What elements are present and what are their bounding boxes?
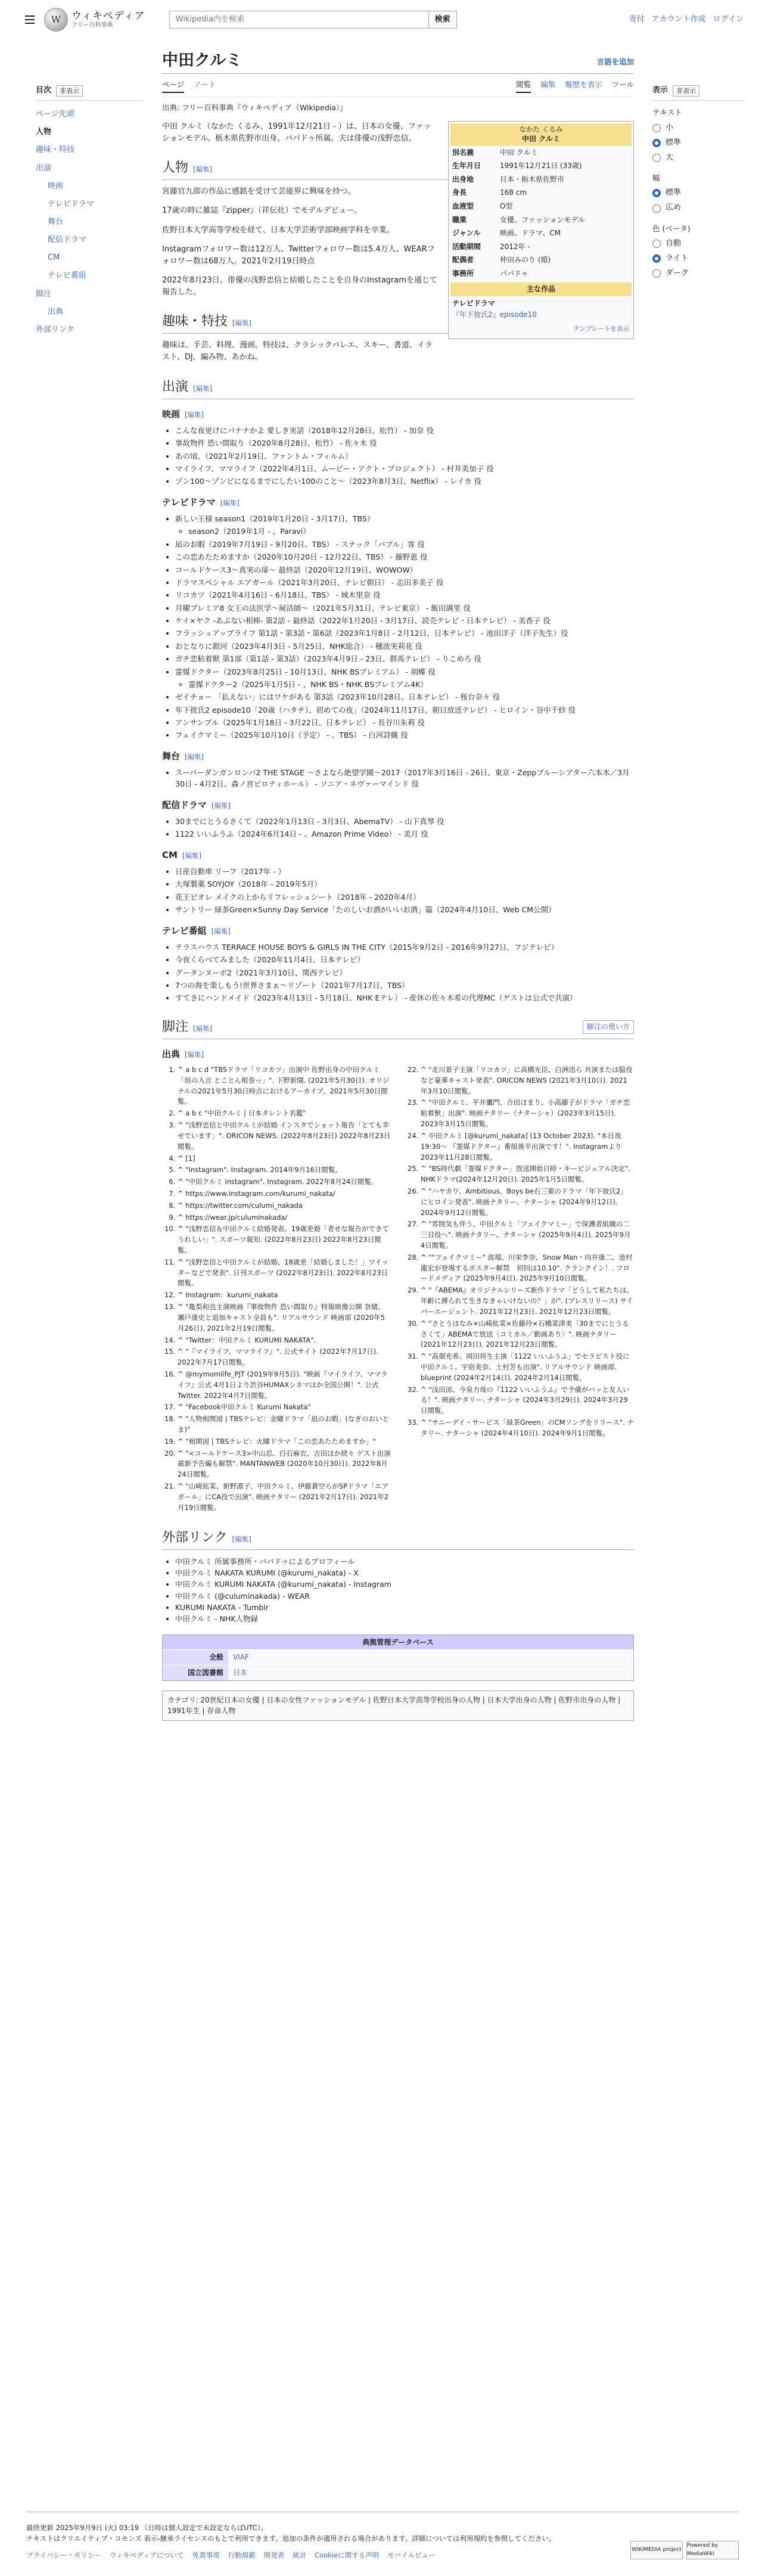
- authority-title: 典拠管理データベース: [163, 1635, 633, 1650]
- wikimedia-badge[interactable]: WIKIMEDIA project: [630, 2541, 683, 2559]
- reference-item[interactable]: 32. ^ "浅田涼、今泉力哉の『1122 いいふうふ』で予備がバッと友人いる！". 映画ナタリー. ナターシャ (2024年3月29日). 2024年3月29日閲覧。: [421, 1385, 634, 1416]
- reference-item[interactable]: 16. ^ @mymomlife_PJT (2019年9月5日). "映画『マイライフ、ママライフ』公式 4月1日より渋谷HUMAXシネマほか全国公開！". 公式Twitter. 2022年4月7日閲覧。: [178, 1369, 391, 1401]
- infobox-key: 生年月日: [452, 161, 481, 170]
- drama-item[interactable]: • ガチ恋粘着獣 第1部（第1話 - 第3話）（2023年4月9日 - 23日、群馬テレビ） - りこめろ 役: [175, 653, 634, 664]
- drama-item[interactable]: • フラッシュアップライフ 第1話・第3話・第6話（2023年1月8日 - 2月12日、日本テレビ） - 池田洋子（洋子先生）役: [175, 627, 634, 639]
- section-external: 外部リンク [編集]: [162, 1528, 634, 1550]
- toc-item[interactable]: 配信ドラマ: [48, 235, 87, 245]
- reference-item[interactable]: 12. ^ Instagram：kurumi_nakata: [178, 1290, 391, 1301]
- search-button[interactable]: 検索: [429, 11, 457, 29]
- edit-link[interactable]: 編集: [195, 384, 210, 393]
- toc-item[interactable]: 趣味・特技: [36, 145, 75, 155]
- main-menu-icon[interactable]: [21, 11, 38, 28]
- radio-width-wide[interactable]: 広め: [652, 202, 745, 214]
- reference-item[interactable]: 18. ^ "人物相関図 | TBSテレビ：金曜ドラマ「凪のお暇」(なぎのおいとま)": [178, 1414, 391, 1435]
- edit-link[interactable]: 編集: [195, 1024, 210, 1033]
- tv-item[interactable]: • すてきにハンドメイド（2023年4月13日 - 5月18日、NHK Eテレ） - 産休の佐々木希の代理MC（ゲストは公式で共演）: [175, 992, 634, 1003]
- search-form: [169, 11, 457, 29]
- reference-item[interactable]: 9. ^ https://wear.jp/culuminakada/: [178, 1213, 391, 1223]
- infobox-row: [450, 200, 632, 213]
- external-link[interactable]: • 中田クルミ KURUMI NAKATA (@kurumi_nakata) - Instagram: [175, 1578, 634, 1590]
- infobox-row: [450, 173, 632, 187]
- toc-item[interactable]: 出演: [36, 163, 52, 173]
- color-label: 色 (ベータ): [652, 223, 691, 233]
- ref-usage-link[interactable]: 脚注の使い方: [583, 1020, 634, 1034]
- appearance-title: 表示: [652, 86, 668, 95]
- infobox-value: 仲田みのり (婚): [500, 256, 551, 265]
- infobox-key: 出身地: [452, 175, 474, 184]
- heading-cm: CM [編集]: [162, 849, 201, 860]
- tab-page[interactable]: ページ: [162, 79, 184, 93]
- reference-item[interactable]: 30. ^ "さとうほなみ×山崎紘菜×佐藤玲×石橋菜津美「30までにとうるさくて」ABEMAで放送〈コミカル／動画あり〉". 映画ナタリー (2021年12月23日). 2021年12月23日閲覧。: [421, 1319, 634, 1350]
- template-link[interactable]: テンプレートを表示: [573, 325, 629, 333]
- external-link[interactable]: • 中田クルミ NAKATA KURUMI (@kurumi_nakata) - X: [175, 1567, 634, 1578]
- radio-dark[interactable]: ダーク: [652, 268, 745, 279]
- person-paragraph: 佐野日本大学高等学校を経て、日本大学芸術学部映画学科を卒業。: [162, 225, 394, 235]
- drama-item[interactable]: • 新しい王様 season1（2019年1月20日 - 3月17日、TBS）: [175, 513, 634, 524]
- tv-item[interactable]: • 今夜くらべてみました（2020年11月4日、日本テレビ）: [175, 954, 634, 965]
- toc-title: 目次: [36, 86, 52, 95]
- drama-item[interactable]: • リコカツ（2021年4月16日 - 6月18日、TBS） - 城木里奈 役: [175, 589, 634, 601]
- login-link[interactable]: ログイン: [713, 14, 744, 24]
- radio-large[interactable]: 大: [652, 152, 745, 164]
- reference-item[interactable]: 10. ^ "浅野忠信＆中田クルミ結婚発表、19歳差婚「者せな報告ができてうれしい」". スポーツ報知. (2022年8月23日) 2022年8月23日閲覧。: [178, 1224, 391, 1256]
- footer-link[interactable]: 免責事項: [192, 2550, 220, 2559]
- text-size-label: テキスト: [652, 108, 682, 117]
- tab-edit[interactable]: 編集: [540, 80, 556, 89]
- infobox-value: 映画、ドラマ、CM: [500, 229, 561, 238]
- heading-tv: テレビ番組 [編集]: [162, 925, 231, 936]
- external-link[interactable]: • 中田クルミ 所属事務所・パパドゥによるプロフィール: [175, 1556, 634, 1567]
- search-input[interactable]: Wikipedia内を検索: [169, 11, 429, 29]
- section-notes: 脚注 [編集] 脚注の使い方: [162, 1017, 634, 1039]
- infobox-row: [450, 186, 632, 200]
- page-title: 中田クルミ: [162, 51, 242, 70]
- edit-link[interactable]: 編集: [195, 165, 210, 174]
- edit-link[interactable]: 編集: [187, 752, 201, 761]
- reference-item[interactable]: 15. ^ "『マイライフ、ママライフ』". 公式サイト (2022年7月17日). 2022年7月17日閲覧。: [178, 1347, 391, 1368]
- reference-item[interactable]: 19. ^ "相関図 | TBSテレビ：火曜ドラマ「この恋あたためますか」": [178, 1437, 391, 1447]
- tv-item[interactable]: • テラスハウス TERRACE HOUSE BOYS & GIRLS IN THE CITY（2015年9月2日 - 2016年9月27日、フジテレビ）: [175, 941, 634, 953]
- toc-hide-button[interactable]: 非表示: [56, 85, 83, 97]
- toc-item[interactable]: テレビドラマ: [48, 199, 94, 209]
- drama-item[interactable]: • アンサンブル（2025年1月18日 - 3月22日、日本テレビ） - 長谷川朱莉 役: [175, 717, 634, 728]
- drama-item[interactable]: • ゼイチョー 「払えない」にはワケがある 第3話（2023年10月28日、日本テレビ） - 桜台奈々 役: [175, 691, 634, 703]
- cm-item[interactable]: • 大塚製薬 SOYJOY（2018年 - 2019年5月）: [175, 878, 634, 890]
- drama-item[interactable]: • 月曜プレミア8 女王の法医学〜屍活師〜（2021年5月31日、テレビ東京） - 飯田满里 役: [175, 602, 634, 614]
- tab-tools[interactable]: ツール: [611, 80, 634, 89]
- edit-link[interactable]: 編集: [235, 319, 249, 328]
- radio-light[interactable]: ライト: [652, 253, 745, 265]
- reference-item[interactable]: 24. ^ 中田クルミ [@kurumi_nakata] (13 October 2023). "本日夜 19:30〜 『霊媒ドクター』番組後半出演です！". Instagramより2023年11月28日閲覧。: [421, 1131, 634, 1163]
- footer: [26, 2512, 739, 2561]
- cm-item[interactable]: • 日産自動車 リーフ（2017年 - ）: [175, 866, 634, 877]
- radio-standard[interactable]: 標準: [652, 137, 745, 149]
- edit-link[interactable]: 編集: [187, 410, 201, 419]
- reference-item[interactable]: 1. ^ a b c d "TBSドラマ「リコカツ」出演中 佐野出身の中田クルミ「垣の入言 とことん根巻っ」". 下野新聞. (2021年5月30日). オリジナルの2021年5月30日時点におけるアーカイブ。2021年5月30日閲覧。: [178, 1065, 391, 1107]
- last-modified: 最終更新 2025年9月9日 (火) 03:19 （日時は個人設定で未設定ならばUTC）。: [26, 2524, 268, 2532]
- external-link[interactable]: • KURUMI NAKATA - Tumblr: [175, 1602, 634, 1613]
- drama-item[interactable]: • ケイ×ヤク -あぶない相棒- 第2話 - 最終話（2022年1月20日 - 3月17日、読売テレビ・日本テレビ） - 美香子 役: [175, 615, 634, 626]
- globe-icon: W: [44, 8, 68, 32]
- infobox-key: 職業: [452, 215, 467, 224]
- stage-item[interactable]: • スーパーダンガンロンパ2 THE STAGE 〜さよなら絶望学園〜2017（2017年3月16日 - 26日、東京・Zeppブルーシアター六本木／3月30日 - 4月2日、森ノ宮ピロティホール） - ソニア・ネヴァーマインド 役: [175, 767, 634, 790]
- lead-paragraph: 中田 クルミ（なかた くるみ、1991年12月21日 - ）は、日本の女優、ファッションモデル。栃木県佐野市出身。パパドゥ所属。夫は俳優の浅野忠信。: [162, 122, 431, 143]
- toc-item[interactable]: 舞台: [48, 217, 64, 226]
- footer-link[interactable]: 開発者: [263, 2550, 285, 2559]
- section-appearances: 出演 [編集]: [162, 377, 634, 399]
- authority-key: 全般: [163, 1650, 228, 1665]
- person-paragraph: 宮藤官九郎の作品に感銘を受けて芸能界に興味を持つ。: [162, 187, 356, 197]
- logo-title: ウィキペディア: [71, 10, 145, 22]
- donate-link[interactable]: 寄付: [629, 14, 645, 24]
- infobox-section: 主な作品: [450, 282, 632, 296]
- tab-talk[interactable]: ノート: [194, 80, 216, 89]
- reference-item[interactable]: 29. ^ "『ABEMA』オリジナルシリーズ新作ドラマ「どうして私たちは、年齢に縛られて生きなきゃいけないの？」が". (プレスリリース) サイバーエージェント. 2021年12月23日. 2021年12月23日閲覧。: [421, 1285, 634, 1317]
- toc-item[interactable]: 外部リンク: [36, 325, 74, 334]
- reference-item[interactable]: 14. ^ "Twitter：中田クルミ KURUMI NAKATA".: [178, 1335, 391, 1346]
- infobox-value: O型: [500, 201, 513, 210]
- tab-history[interactable]: 履歴を表示: [565, 80, 602, 89]
- infobox-key: 別名義: [452, 148, 474, 157]
- edit-link[interactable]: 編集: [214, 801, 228, 810]
- infobox-value: 女優、ファッションモデル: [500, 215, 585, 224]
- film-item[interactable]: • 事故物件 恐い間取り（2020年8月28日、松竹） - 佐々木 役: [175, 437, 634, 449]
- film-item[interactable]: • あの頃。（2021年2月19日、ファントム・フィルム）: [175, 450, 634, 462]
- infobox-row: [450, 213, 632, 227]
- reference-item[interactable]: 23. ^ "中田クルミ、平井鷹門、合田ほまり、小高藤子がドラマ「ガチ恋粘着獣」出演". 映画ナタリー（ナターシャ）(2023年3月15日). 2023年3月15日閲覧。: [421, 1098, 634, 1129]
- section-person: 人物 [編集]: [162, 158, 634, 180]
- film-item[interactable]: • ゾン100〜ゾンビになるまでにしたい100のこと〜（2023年8月3日、Netflix） - レイカ 役: [175, 476, 634, 487]
- drama-item[interactable]: ◦ season2（2019年1月 - 、Paravi）: [188, 526, 634, 537]
- reference-item[interactable]: 25. ^ "BS時代劇「霊媒ドクター」放送開始日時・キービジュアル決定". NHKドラマ(2024年12月20日). 2025年1月5日閲覧。: [421, 1164, 634, 1185]
- infobox-kana: なかた くるみ: [519, 125, 563, 133]
- add-language-button[interactable]: 言語を追加: [596, 57, 634, 66]
- infobox-row: [450, 226, 632, 240]
- drama-item[interactable]: • フェイクマミー（2025年10月10日（予定） - 、TBS） - 白河詩織 役: [175, 729, 634, 741]
- infobox-key: 配偶者: [452, 256, 474, 265]
- authority-control: [162, 1635, 634, 1681]
- infobox-value: 1991年12月21日 (33歳): [500, 161, 582, 170]
- infobox: [448, 121, 634, 339]
- edit-link[interactable]: 編集: [214, 927, 228, 936]
- person-paragraph: 2022年8月23日、俳優の浅野忠信と結婚したことを自身のInstagramを通じて報告した。: [162, 275, 438, 297]
- authority-key: 国立図書館: [163, 1665, 228, 1680]
- toc-item[interactable]: 出典: [48, 307, 64, 316]
- reference-item[interactable]: 33. ^ "サニーデイ・サービス「緑茶Green」のCMソングをリリース". ナタリー. ナターシャ (2024年4月10日). 2024年9月1日閲覧。: [421, 1418, 634, 1439]
- reference-item[interactable]: 11. ^ "浅野忠信と中田クルミが結婚、18歳差「結婚しました！」ツイッターなどで発表". 日刊スポーツ (2022年8月23日). 2022年8月23日閲覧。: [178, 1257, 391, 1289]
- categories[interactable]: カテゴリ: 20世紀日本の女優 | 日本の女性ファッションモデル | 佐野日本大学高等学校出身の人物 | 日本大学出身の人物 | 佐野市出身の人物 | 1991年生 | 存命人物: [162, 1691, 634, 1721]
- appearance-panel: [652, 85, 745, 288]
- width-label: 幅: [652, 173, 660, 182]
- drama-item[interactable]: • ドラマスペシャル エアガール（2021年3月20日、テレビ朝日） - 志田多美子 役: [175, 577, 634, 588]
- reference-item[interactable]: 26. ^ "ハヤカワ、Ambitious、Boys be右三案のドラマ「年下彼氏2」にヒロイン発表". 映画ナタリー、ナターシャ (2024年9月12日). 2024年9月12日閲覧。: [421, 1186, 634, 1218]
- edit-link[interactable]: 編集: [223, 498, 237, 507]
- authority-link[interactable]: VIAF: [233, 1653, 249, 1662]
- infobox-row: [450, 240, 632, 254]
- reference-item[interactable]: 3. ^ "浅野忠信と中田クルミが結婚 インスタでショット報告「とても幸せでいます」". ORICON NEWS. (2022年8月23日) 2022年8月23日閲覧。: [178, 1120, 391, 1152]
- reference-item[interactable]: 22. ^ "北川景子主演「リコカツ」に高橋光臣、白洲迅ら 共演または脇役など豪華キャスト発表". ORICON NEWS (2021年3月10日). 2021年3月10日閲覧。: [421, 1065, 634, 1096]
- person-paragraph: Instagramフォロワー数は12万人、Twitterフォロワー数は5.4万人、WEARフォロワー数は68万人。2021年2月19日時点: [162, 244, 435, 266]
- heading-stage: 舞台 [編集]: [162, 750, 204, 762]
- stream-item[interactable]: • 30までにとうるさくて（2022年1月13日 - 3月3日、AbemaTV） - 山下真琴 役: [175, 816, 634, 827]
- authority-link[interactable]: 日本: [233, 1668, 248, 1677]
- footer-link[interactable]: モバイルビュー: [387, 2550, 436, 2559]
- infobox-row: [450, 267, 632, 281]
- infobox-work[interactable]: 『年下彼氏2』episode10: [452, 310, 537, 319]
- infobox-key: 事務所: [452, 269, 474, 278]
- radio-small[interactable]: 小: [652, 122, 745, 134]
- infobox-value: 2012年 -: [500, 242, 530, 251]
- appearance-hide-button[interactable]: 非表示: [673, 85, 699, 97]
- reference-item[interactable]: 20. ^ "<コールドケース3>中山忍、白石麻衣、吉田ほか続々 ゲスト出演 最新予告編も解禁". MANTANWEB (2020年10月30日). 2022年8月24日閲覧。: [178, 1449, 391, 1480]
- tv-item[interactable]: • 7つの海を楽しもう!世界さまぁ〜リゾート（2021年7月17日、TBS）: [175, 980, 634, 991]
- reference-item[interactable]: 2. ^ a b c "中田クルミ | 日本タレント名鑑": [178, 1108, 391, 1119]
- toc-item[interactable]: CM: [48, 253, 60, 263]
- infobox-key: 身長: [452, 188, 467, 197]
- drama-item[interactable]: • コールドケース3〜真実の扉〜 最終話（2020年12月19日、WOWOW）: [175, 564, 634, 576]
- reference-item[interactable]: 17. ^ "Facebook中田クルミ Kurumi Nakata": [178, 1402, 391, 1413]
- footer-link[interactable]: Cookieに関する声明: [315, 2550, 380, 2559]
- infobox-row: [450, 159, 632, 173]
- drama-item[interactable]: • 年下彼氏2 episode10「20歳（ハタチ）、初めての夜」（2024年11月17日、朝日放送テレビ） - ヒロイン・谷中千紗 役: [175, 704, 634, 716]
- wikipedia-logo[interactable]: [44, 8, 145, 32]
- mediawiki-badge[interactable]: Powered by MediaWiki: [686, 2541, 739, 2559]
- reference-item[interactable]: 28. ^ ""フェイクマミー" 波瑠、川栄李奈、Snow Man・向井康二、池村龍宏が登場するポスター解禁 初回は10.10". クランクイン！. フロードメディア (2025年9月4日). 2025年9月10日閲覧。: [421, 1253, 634, 1284]
- drama-item[interactable]: ◦ 霊媒ドクター2（2025年1月5日 - 、NHK BS・NHK BSプレミアム4K）: [188, 679, 634, 690]
- toc-item[interactable]: ページ先頭: [36, 110, 74, 119]
- infobox-name: 中田 クルミ: [522, 135, 560, 144]
- drama-item[interactable]: • この恋あたためますか（2020年10月20日 - 12月22日、TBS） - 藤野恵 役: [175, 551, 634, 563]
- external-link[interactable]: • 中田クルミ - NHK人物録: [175, 1613, 634, 1624]
- reference-item[interactable]: 7. ^ https://www.instagram.com/kurumi_nakata/: [178, 1189, 391, 1200]
- reference-item[interactable]: 8. ^ https://twitter.com/culumi_nakada: [178, 1201, 391, 1211]
- infobox-value: パパドゥ: [500, 269, 528, 278]
- edit-link[interactable]: 編集: [235, 1534, 249, 1543]
- reference-item[interactable]: 4. ^ [1]: [178, 1154, 391, 1164]
- section-hobby: 趣味・特技 [編集]: [162, 312, 634, 334]
- stream-item[interactable]: • 1122 いいふうふ（2024年6月14日 - 、Amazon Prime Video） - 美月 役: [175, 828, 634, 840]
- infobox-row: [450, 146, 632, 160]
- drama-item[interactable]: • おとなりに銀河（2023年4月3日 - 5月25日、NHK総合） - 穗波実莉花 役: [175, 641, 634, 652]
- references: [162, 1065, 634, 1515]
- source-line: 出典: フリー百科事典『ウィキペディア（Wikipedia）』: [162, 103, 347, 113]
- footer-link[interactable]: 行動規範: [228, 2550, 256, 2559]
- heading-stream: 配信ドラマ [編集]: [162, 799, 231, 810]
- infobox-key: 血液型: [452, 201, 474, 210]
- reference-item[interactable]: 21. ^ "山崎紘菜、新野凛子、中田クルミ、伊藤蒼空らがSPドラマ「エアガール」にCA役で出演". 映画ナタリー (2021年2月17日). 2021年2月19日閲覧。: [178, 1481, 391, 1513]
- logo-subtitle: フリー百科事典: [71, 22, 113, 29]
- hobby-text: 趣味は、手芸、料理、漫画。特技は、クラシックバレエ、スキー、書道、イラスト、DJ、編み物、あかね。: [162, 341, 433, 362]
- toc-item[interactable]: 脚注: [36, 289, 52, 299]
- infobox-value: 168 cm: [500, 188, 527, 197]
- infobox-key: ジャンル: [452, 229, 481, 238]
- heading-sources: 出典 [編集]: [162, 1048, 204, 1059]
- reference-item[interactable]: 31. ^ "高畑充希、岡田将生主演「1122 いいふうふ」でセラピスト役に 中田クルミ、宇宿美奈、土村芳も出演". リアルサウンド 映画部. blueprint (2024年2月14日). 2024年2月14日閲覧。: [421, 1351, 634, 1383]
- film-item[interactable]: • マイライフ、ママライフ（2022年4月1日、ムービー・アクト・プロジェクト） - 村井美加子 役: [175, 463, 634, 474]
- toc-item[interactable]: 映画: [48, 181, 64, 191]
- toc-item[interactable]: 人物: [36, 128, 52, 137]
- infobox-value: 日本・栃木県佐野市: [500, 175, 565, 184]
- site-header: [21, 0, 744, 39]
- toc-item[interactable]: テレビ番組: [48, 271, 86, 281]
- film-item[interactable]: • こんな夜更けにバナナかよ 愛しき実話（2018年12月28日、松竹） - 加奈 役: [175, 425, 634, 436]
- footer-link[interactable]: ウィキペディアについて: [109, 2550, 184, 2559]
- heading-film: 映画 [編集]: [162, 408, 204, 420]
- license-text: テキストはクリエイティブ・コモンズ 表示-継承ライセンスのもとで利用できます。追加の条件が適用される場合があります。詳細については利用規約を参照してください。: [26, 2534, 556, 2543]
- footer-link[interactable]: 統計: [293, 2550, 307, 2559]
- infobox-row: [450, 253, 632, 267]
- heading-drama: テレビドラマ [編集]: [162, 496, 240, 508]
- drama-item[interactable]: • 凪のお暇（2019年7月19日 - 9月20日、TBS） - スナック「バブル」客 役: [175, 539, 634, 550]
- tab-read[interactable]: 閲覧: [516, 79, 531, 93]
- user-links: [629, 14, 744, 26]
- drama-item[interactable]: • 霊媒ドクター（2023年8月25日 - 10月13日、NHK BSプレミアム） - 胡蝶 役: [175, 666, 634, 678]
- reference-item[interactable]: 5. ^ "Instagram". Instagram. 2014年9月16日閲覧。: [178, 1165, 391, 1176]
- main-content: [162, 50, 634, 1721]
- cm-item[interactable]: • サントリー 緑茶Green×Sunny Day Service「たのしいお酒がいいお酒」篇（2024年4月10日、Web CM公開）: [175, 904, 634, 915]
- radio-width-standard[interactable]: 標準: [652, 187, 745, 199]
- edit-link[interactable]: 編集: [185, 851, 199, 860]
- tv-item[interactable]: • グータンヌーボ2（2021年3月10日、関西テレビ）: [175, 967, 634, 978]
- reference-item[interactable]: 27. ^ "雰囲気も伴う、中田クルミ「フェイクマミー」で保護者組織の二三目役へ". 映画ナタリー、ナターシャ (2025年9月4日). 2025年9月4日閲覧。: [421, 1219, 634, 1251]
- external-link[interactable]: • 中田クルミ (@culuminakada) - WEAR: [175, 1590, 634, 1602]
- create-account-link[interactable]: アカウント作成: [651, 14, 706, 24]
- page-tabs: [162, 79, 634, 97]
- edit-link[interactable]: 編集: [187, 1050, 201, 1059]
- reference-item[interactable]: 6. ^ "中田クルミ instagram". Instagram. 2022年8月24日閲覧。: [178, 1177, 391, 1188]
- cm-item[interactable]: • 花王ビオレ メイクの上からリフレッシュシート（2018年 - 2020年4月）: [175, 891, 634, 903]
- infobox-works-heading: テレビドラマ: [452, 299, 495, 308]
- footer-link[interactable]: プライバシー・ポリシー: [26, 2550, 101, 2559]
- infobox-value: 中田 クルミ: [500, 148, 538, 157]
- infobox-key: 活動期間: [452, 242, 481, 251]
- person-paragraph: 17歳の時に雑誌『zipper』（祥伝社）でモデルデビュー。: [162, 206, 362, 216]
- reference-item[interactable]: 13. ^ "亀梨和也主演映画『事故物件 恐い間取り』特報映像公開 奈緒、瀬戸康史と追加キャスト全員も". リアルサウンド 映画部 (2020年5月26日). 2021年2月19日閲覧。: [178, 1302, 391, 1334]
- radio-auto[interactable]: 自動: [652, 238, 745, 250]
- table-of-contents: [36, 85, 143, 339]
